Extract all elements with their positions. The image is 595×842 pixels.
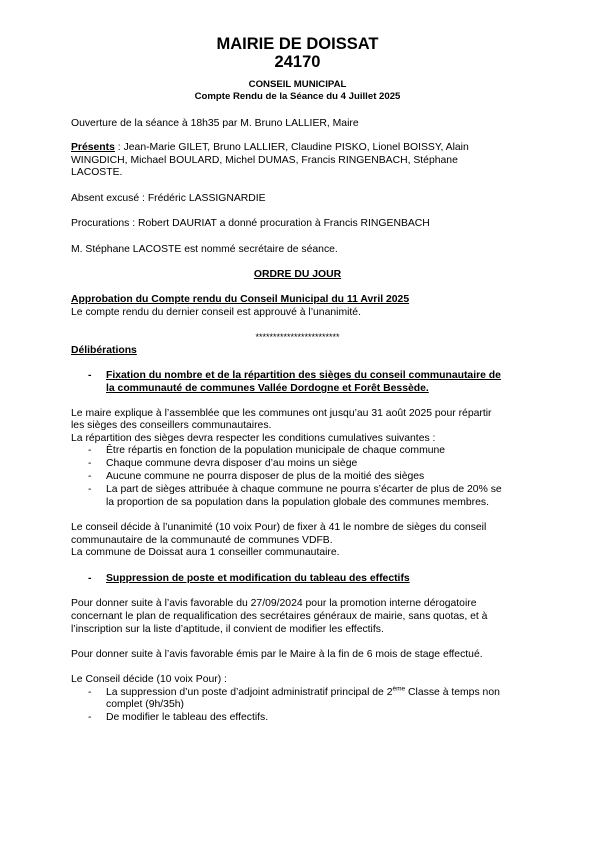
- list-item: Chaque commune devra disposer d’au moins un siège: [106, 458, 358, 469]
- postal-code: 24170: [274, 53, 321, 71]
- item1-text: La suppression d’un poste d’adjoint administratif principal de 2: [106, 687, 393, 698]
- separator: ************************: [255, 332, 340, 342]
- bullet-dash: -: [88, 471, 92, 482]
- section1-p1-line2: les sièges des conseillers communautaires.: [71, 420, 272, 431]
- deliberations-title: Délibérations: [71, 345, 137, 356]
- section2-dash: -: [88, 573, 92, 584]
- agenda-title: ORDRE DU JOUR: [253, 269, 342, 280]
- approval-text: Le compte rendu du dernier conseil est approuvé à l’unanimité.: [71, 307, 361, 318]
- list-item: Être répartis en fonction de la population municipale de chaque commune: [106, 445, 446, 456]
- bullet-dash: -: [88, 712, 92, 723]
- list-item: Aucune commune ne pourra disposer de plus de la moitié des sièges: [106, 471, 425, 482]
- section2-p1-line3: l’inscription sur la liste d’aptitude, il convient de modifier les effectifs.: [71, 624, 384, 635]
- section1-p2: La répartition des sièges devra respecter les conditions cumulatives suivantes :: [71, 433, 436, 444]
- bullet-dash: -: [88, 484, 92, 495]
- section1-decision-2: communautaire de la communauté de communes VDFB.: [71, 535, 333, 546]
- item1-text-after: Classe à temps non: [405, 687, 500, 698]
- list-item: De modifier le tableau des effectifs.: [106, 712, 269, 723]
- section1-dash: -: [88, 370, 92, 381]
- section2-p3: Le Conseil décide (10 voix Pour) :: [71, 674, 227, 685]
- present-line-2: WINGDICH, Michael BOULARD, Michel DUMAS, Francis RINGENBACH, Stéphane: [71, 155, 458, 166]
- absent-text: Absent excusé : Frédéric LASSIGNARDIE: [71, 193, 266, 204]
- list-item: La part de sièges attribuée à chaque commune ne pourra s’écarter de plus de 20% se: [106, 484, 502, 495]
- section1-heading-1: Fixation du nombre et de la répartition des sièges du conseil communautaire de: [106, 370, 501, 381]
- present-line-3: LACOSTE.: [71, 167, 123, 178]
- list-item: [106, 687, 525, 699]
- item1-superscript: ème: [392, 685, 406, 693]
- bullet-dash: -: [88, 445, 92, 456]
- section1-decision-1: Le conseil décide à l’unanimité (10 voix Pour) de fixer à 41 le nombre de sièges du conseil: [71, 522, 487, 533]
- present-label: Présents: [71, 142, 115, 153]
- section2-p1-line2: concernant le plan de requalification des secrétaires généraux de mairie, sans quotas, et à: [71, 611, 488, 622]
- present-line-1: [71, 142, 525, 154]
- report-title: Compte Rendu de la Séance du 4 Juillet 2025: [194, 91, 401, 102]
- section2-p1-line1: Pour donner suite à l’avis favorable du 27/09/2024 pour la promotion interne dérogatoire: [71, 598, 477, 609]
- opening-text: Ouverture de la séance à 18h35 par M. Bruno LALLIER, Maire: [71, 118, 359, 129]
- bullet-dash: -: [88, 687, 92, 698]
- section1-p1-line1: Le maire explique à l’assemblée que les communes ont jusqu’au 31 août 2025 pour répartir: [71, 408, 492, 419]
- proxies-text: Procurations : Robert DAURIAT a donné procuration à Francis RINGENBACH: [71, 218, 430, 229]
- approval-heading: Approbation du Compte rendu du Conseil Municipal du 11 Avril 2025: [71, 294, 410, 305]
- section1-heading-2: la communauté de communes Vallée Dordogne et Forêt Bessède.: [106, 383, 429, 394]
- page-title: MAIRIE DE DOISSAT: [216, 35, 379, 53]
- list-item-continuation: la proportion de sa population dans la population globale des communes membres.: [106, 497, 489, 508]
- secretary-text: M. Stéphane LACOSTE est nommé secrétaire de séance.: [71, 244, 338, 255]
- section1-decision-3: La commune de Doissat aura 1 conseiller communautaire.: [71, 547, 340, 558]
- section2-heading: Suppression de poste et modification du tableau des effectifs: [106, 573, 410, 584]
- section2-p2: Pour donner suite à l’avis favorable émis par le Maire à la fin de 6 mois de stage effectué.: [71, 649, 483, 660]
- bullet-dash: -: [88, 458, 92, 469]
- council-label: CONSEIL MUNICIPAL: [248, 79, 347, 90]
- list-item-continuation: complet (9h/35h): [106, 699, 184, 710]
- present-names-1: : Jean-Marie GILET, Bruno LALLIER, Claudine PISKO, Lionel BOISSY, Alain: [117, 142, 469, 153]
